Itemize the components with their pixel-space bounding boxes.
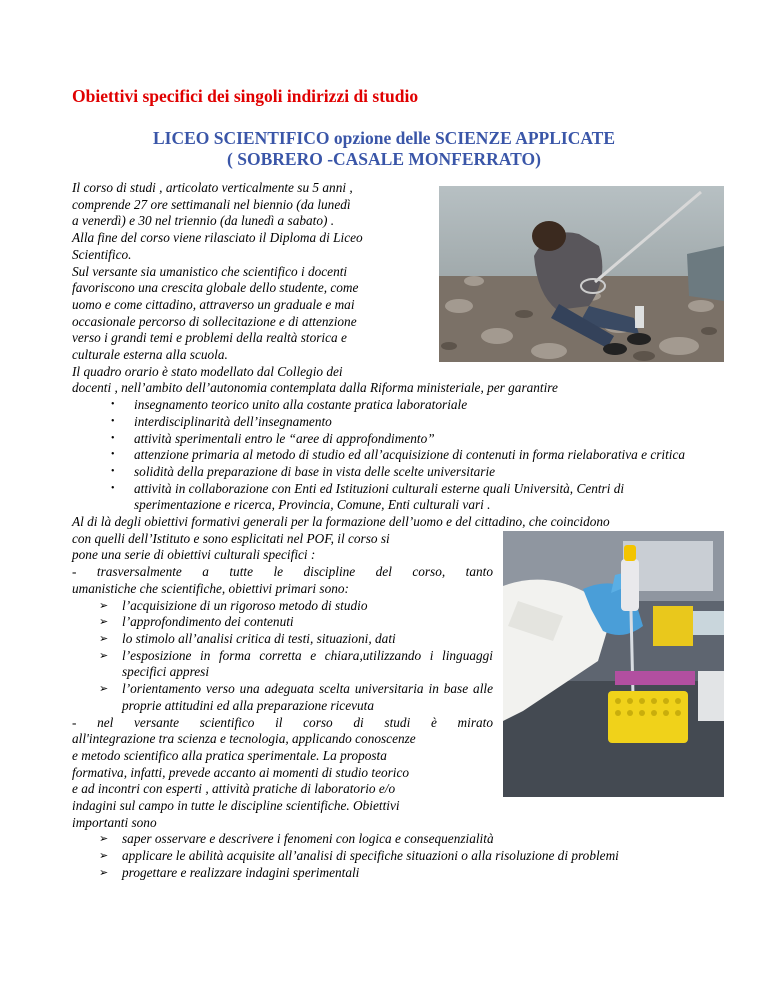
heading-line-2: ( SOBRERO -CASALE MONFERRATO) xyxy=(227,149,541,169)
list-item: • attività in collaborazione con Enti ed Istituzioni culturali esterne quali Università, Centri di sperimentazione e ricerca, Provincia, Comune, Enti culturali vari . xyxy=(111,480,625,513)
list-item: • solidità della preparazione di base in vista delle scelte universitarie xyxy=(111,463,496,479)
bullet-icon: • xyxy=(111,415,115,427)
intro-line: Alla fine del corso viene rilasciato il Diploma di Liceo xyxy=(72,230,363,246)
intro-line: Il corso di studi , articolato verticalmente su 5 anni , xyxy=(72,180,353,195)
list-item: ➢ l’esposizione in forma corretta e chiara,utilizzando i linguaggi specifici appresi xyxy=(99,647,493,680)
arrow-icon: ➢ xyxy=(99,632,109,645)
list-item: • interdisciplinarità dell’insegnamento xyxy=(111,413,332,429)
heading-line-1: LICEO SCIENTIFICO opzione delle SCIENZE APPLICATE xyxy=(152,128,616,148)
arrow-icon: ➢ xyxy=(99,866,109,879)
scientific-line: formativa, infatti, prevede accanto ai momenti di studio teorico xyxy=(72,764,410,780)
river-sampling-illustration xyxy=(439,186,724,362)
arrow-icon: ➢ xyxy=(99,649,109,662)
objectives-intro-line: - trasversalmente a tutte le discipline del corso, tanto xyxy=(72,564,493,580)
list-item: • insegnamento teorico unito alla costante pratica laboratoriale xyxy=(111,397,468,413)
intro-line: Il quadro orario è stato modellato dal Collegio dei xyxy=(72,363,343,379)
arrow-icon: ➢ xyxy=(99,683,109,696)
intro-line: Sul versante sia umanistico che scientifico i docenti xyxy=(72,263,348,279)
scientific-line: e metodo scientifico alla pratica sperimentale. La proposta xyxy=(72,747,387,763)
scientific-line: importanti sono xyxy=(72,814,157,830)
objectives-intro-line: Al di là degli obiettivi formativi generali per la formazione dell’uomo e del cittadino, che coincidono xyxy=(72,514,610,530)
intro-line: uomo e come cittadino, attraverso un graduale e mai xyxy=(72,296,355,312)
arrow-icon: ➢ xyxy=(99,850,109,863)
objectives-intro-line: umanistiche che scientifiche, obiettivi primari sono: xyxy=(72,580,349,596)
document-body xyxy=(72,180,712,882)
intro-line: favoriscono una crescita globale dello studente, come xyxy=(72,280,359,296)
list-item: ➢ saper osservare e descrivere i fenomeni con logica e consequenzialità xyxy=(99,831,494,847)
objectives-intro-line: con quelli dell’Istituto e sono esplicitati nel POF, il corso si xyxy=(72,530,390,546)
bullet-icon: • xyxy=(111,399,115,411)
arrow-icon: ➢ xyxy=(99,833,109,846)
primary-objectives-list xyxy=(72,598,712,715)
list-item: ➢ l’acquisizione di un rigoroso metodo di studio xyxy=(99,597,368,613)
intro-line: occasionale percorso di sollecitazione e di attenzione xyxy=(72,313,357,329)
guarantees-list xyxy=(72,397,712,514)
intro-line: culturale esterna alla scuola. xyxy=(72,347,228,363)
page-heading xyxy=(0,128,768,170)
bullet-icon: • xyxy=(111,482,115,494)
list-item: • attività sperimentali entro le “aree di approfondimento” xyxy=(111,430,435,446)
bullet-icon: • xyxy=(111,465,115,477)
intro-line: docenti , nell’ambito dell’autonomia contemplata dalla Riforma ministeriale, per garantire xyxy=(72,380,558,396)
bullet-icon: • xyxy=(111,432,115,444)
intro-line: comprende 27 ore settimanali nel biennio (da lunedì xyxy=(72,196,351,212)
river-sampling-photo xyxy=(439,186,724,362)
section-title: Obiettivi specifici dei singoli indirizzi di studio xyxy=(72,86,419,106)
intro-line: a venerdì) e 30 nel triennio (da lunedì a sabato) . xyxy=(72,213,335,229)
list-item: ➢ l’approfondimento dei contenuti xyxy=(99,614,294,630)
scientific-line: indagini sul campo in tutte le discipline scientifiche. Obiettivi xyxy=(72,798,400,814)
arrow-icon: ➢ xyxy=(99,599,109,612)
intro-line: Scientifico. xyxy=(72,246,132,262)
objectives-intro-line: pone una serie di obiettivi culturali specifici : xyxy=(72,547,316,563)
scientific-line: e ad incontri con esperti , attività pratiche di laboratorio e/o xyxy=(72,781,396,797)
list-item: ➢ l’orientamento verso una adeguata scelta universitaria in base alle proprie attitudini ed alla preparazione ricevuta xyxy=(99,681,493,713)
arrow-icon: ➢ xyxy=(99,616,109,629)
bullet-icon: • xyxy=(111,449,115,461)
list-item: ➢ applicare le abilità acquisite all’analisi di specifiche situazioni o alla risoluzione di problemi xyxy=(99,848,619,864)
scientific-line: all'integrazione tra scienza e tecnologia, applicando conoscenze xyxy=(72,731,416,747)
scientific-line: - nel versante scientifico il corso di studi è mirato xyxy=(72,714,493,730)
list-item: ➢ lo stimolo all’analisi critica di testi, situazioni, dati xyxy=(99,630,396,646)
intro-line: verso i grandi temi e problemi della realtà storica e xyxy=(72,330,347,346)
important-objectives-list xyxy=(72,831,712,881)
list-item: ➢ progettare e realizzare indagini sperimentali xyxy=(99,864,360,880)
list-item: • attenzione primaria al metodo di studio ed all’acquisizione di contenuti in forma rielaborativa e critica xyxy=(111,447,686,463)
